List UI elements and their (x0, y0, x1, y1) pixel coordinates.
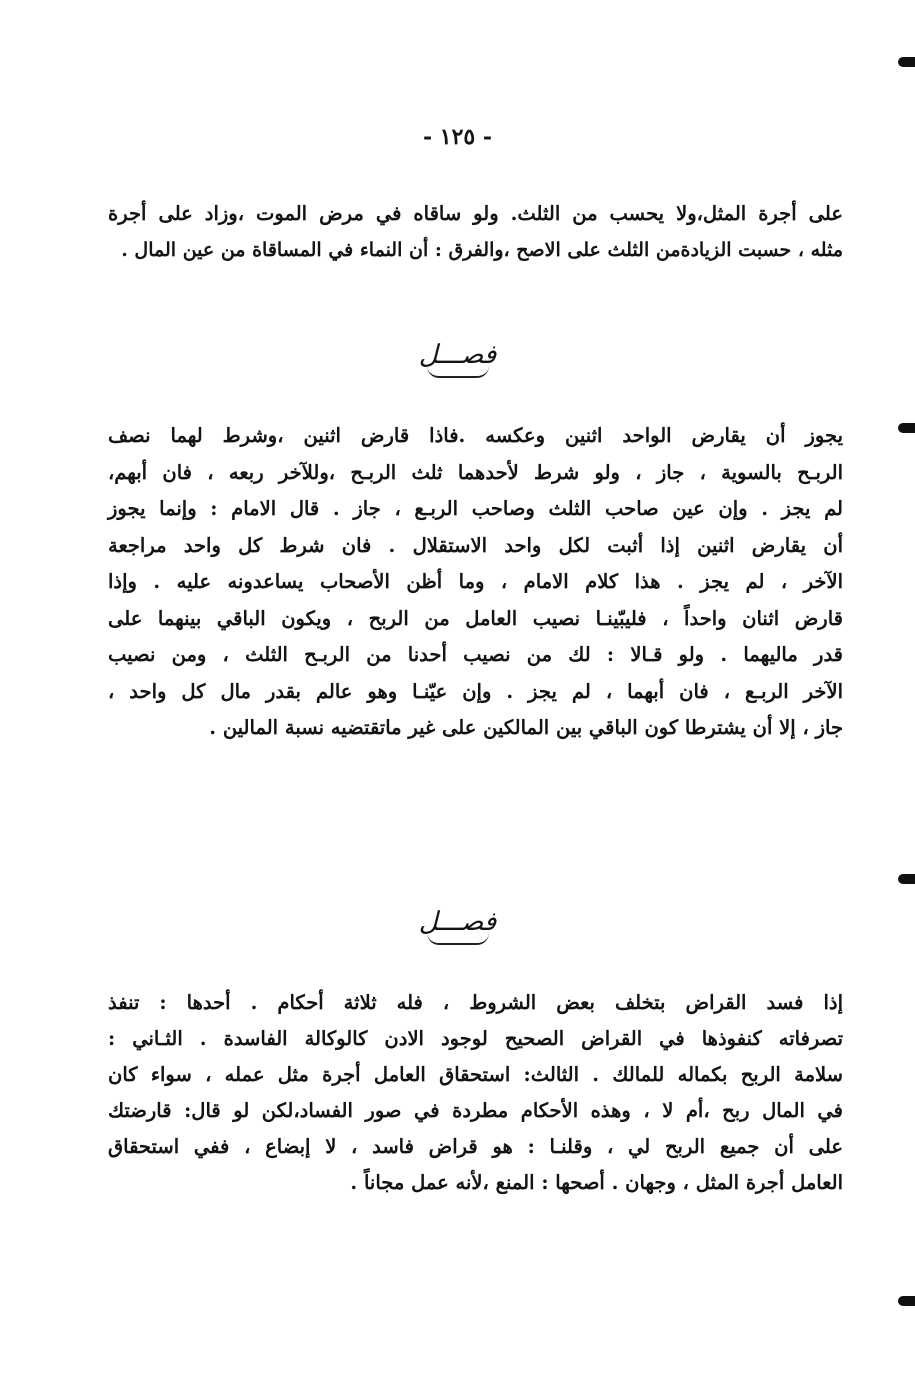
text-line: الآخر الربـع ، فان أبهما ، لم يجز . وإن عيّنـا وهو عالم بقدر مال كل واحد ، (108, 679, 843, 703)
binding-mark (898, 1296, 915, 1306)
text-line: على أن جميع الربح لي ، وقلنـا : هو قراض فاسد ، لا إبضاع ، ففي استحقاق (108, 1135, 843, 1158)
section-heading-text: فصـــل (418, 340, 497, 370)
binding-mark (898, 57, 915, 67)
binding-mark (898, 874, 915, 884)
section-heading (0, 340, 915, 378)
text-line: الربـح بالسوية ، جاز ، ولو شرط لأحدهما ثلث الربـح ،وللآخر ربعه ، فان أبهم، (108, 460, 843, 484)
text-line: قدر ماليهما . ولو قـالا : لك من نصيب أحدنا من الربـح الثلث ، ومن نصيب (108, 643, 843, 666)
text-line: الآخر ، لم يجز . هذا كلام الامام ، وما أظن الأصحاب يساعدونه عليه . وإذا (108, 570, 843, 593)
text-line: العامل أجرة المثل ، وجهان . أصحها : المنع ،لأنه عمل مجاناً . (350, 1171, 843, 1194)
page-number: - ١٢٥ - (422, 124, 493, 150)
text-line: إذا فسد القراض بتخلف بعض الشروط ، فله ثلاثة أحكام . أحدها : تنفذ (108, 991, 843, 1014)
paragraph-1 (108, 196, 843, 268)
binding-mark (898, 423, 915, 433)
text-line: سلامة الربح بكماله للمالك . الثالث: استحقاق العامل أجرة مثل عمله ، سواء كان (108, 1063, 843, 1086)
text-line: قارض اثنان واحداً ، فليبّينـا نصيب العامل من الربح ، ويكون الباقي بينهما على (108, 606, 843, 630)
text-line: يجوز أن يقارض الواحد اثنين وعكسه .فاذا قارض اثنين ،وشرط لهما نصف (108, 424, 843, 447)
text-line: لم يجز . وإن عين صاحب الثلث وصاحب الربـع ، جاز . قال الامام : وإنما يجوز (108, 497, 843, 520)
text-line: تصرفاته كنفوذها في القراض الصحيح لوجود الادن كالوكالة الفاسدة . الثـاني : (108, 1027, 843, 1050)
paragraph-3 (108, 985, 843, 1201)
text-line: جاز ، إلا أن يشترطا كون الباقي بين المالكين على غير ماتقتضيه نسبة المالين . (209, 716, 843, 739)
text-line: مثله ، حسبت الزيادةمن الثلث على الاصح ،والفرق : أن النماء في المساقاة من عين المال . (121, 239, 843, 261)
text-line: أن يقارض اثنين إذا أثبت لكل واحد الاستقلال . فان شرط كل واحد مراجعة (108, 533, 843, 557)
text-line: على أجرة المثل،ولا يحسب من الثلث. ولو ساقاه في مرض الموت ،وزاد على أجرة (108, 202, 843, 225)
section-heading (0, 907, 915, 945)
text-line: في المال ربح ،أم لا ، وهذه الأحكام مطردة في صور الفساد،لكن لو قال: قارضتك (108, 1099, 843, 1122)
section-heading-text: فصـــل (418, 907, 497, 937)
paragraph-2 (108, 418, 843, 747)
